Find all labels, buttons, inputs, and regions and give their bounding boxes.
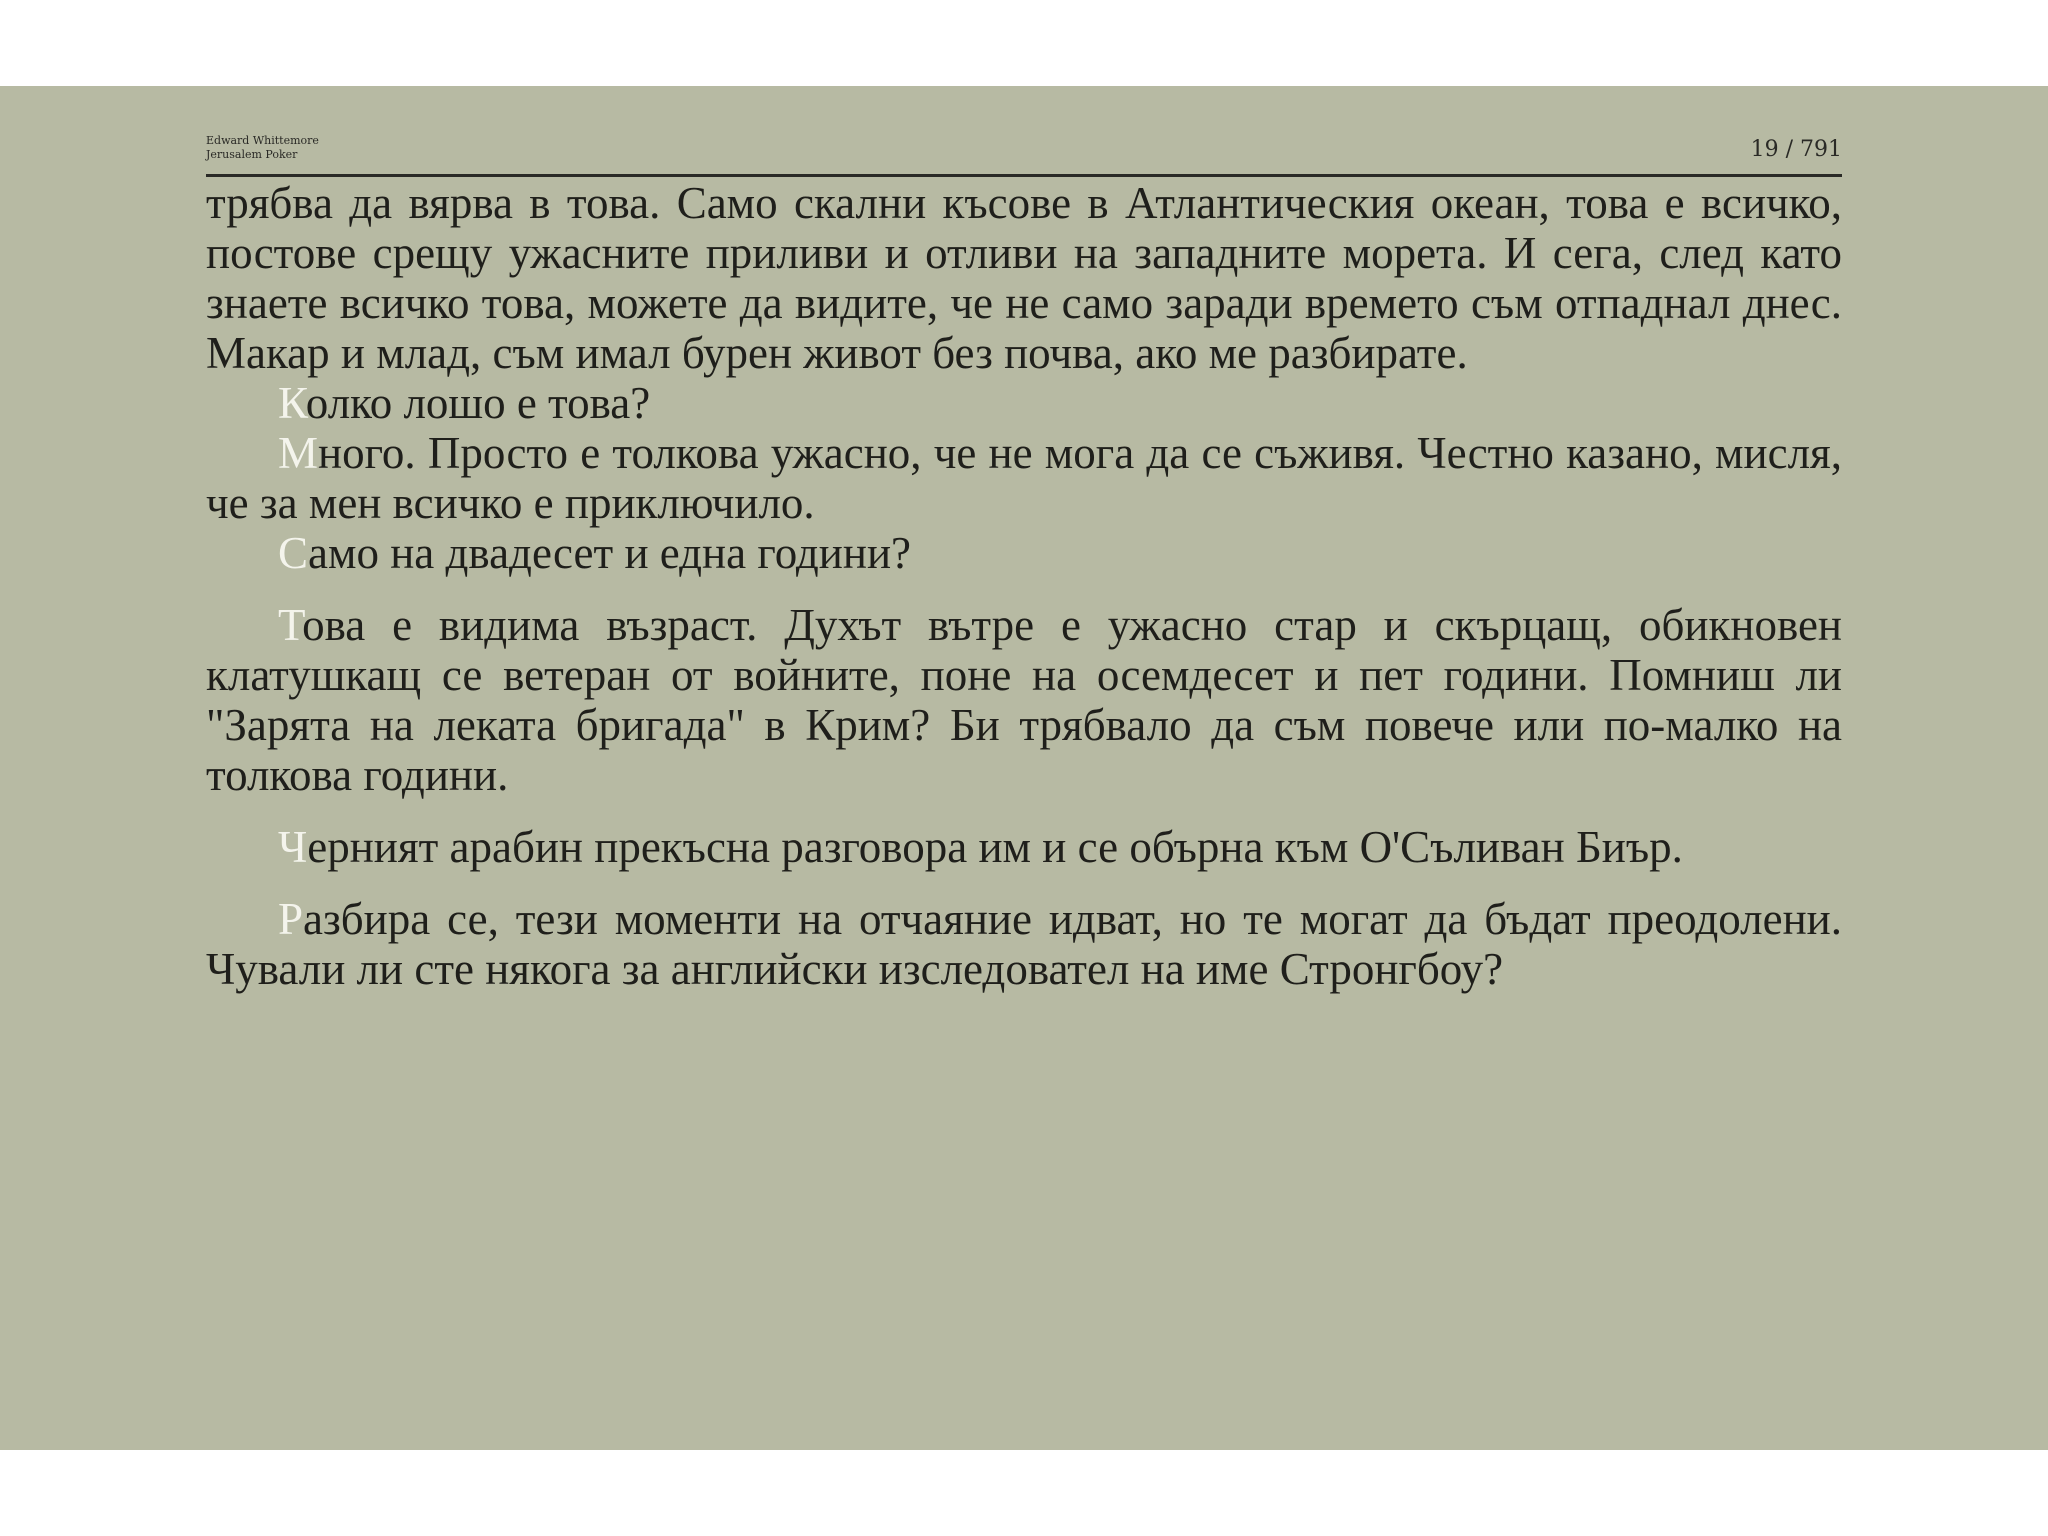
paragraph	[206, 378, 1842, 428]
paragraph	[206, 178, 1842, 378]
paragraph	[206, 894, 1842, 994]
paragraph	[206, 822, 1842, 872]
paragraph-text: ного. Просто е толкова ужасно, че не мога да се съживя. Честно казано, мисля, че за мен всичко е приключило.	[206, 428, 1842, 528]
paragraph-text: трябва да вярва в това. Само скални късове в Атлантическия океан, това е всичко, постове срещу ужасните приливи и отливи на западните морета. И сега, след като знаете всичко това, можете да видите, че не само заради времето съм отпаднал днес. Макар и млад, съм имал бурен живот без почва, ако ме разбирате.	[206, 178, 1842, 378]
paragraph-text: амо на двадесет и една години?	[308, 528, 912, 578]
drop-initial: Р	[278, 894, 304, 944]
drop-initial: С	[278, 528, 309, 578]
page-header	[206, 134, 1842, 177]
page-indicator: 19 / 791	[1750, 137, 1842, 162]
drop-initial: К	[278, 378, 306, 428]
paragraph-text: азбира се, тези моменти на отчаяние идват, но те могат да бъдат преодолени. Чували ли сте някога за английски изследовател на име Стронгбоу?	[206, 894, 1842, 994]
paragraph-text: олко лошо е това?	[305, 378, 651, 428]
paragraph	[206, 528, 1842, 578]
paragraph-text: ерният арабин прекъсна разговора им и се обърна към О'Съливан Биър.	[307, 822, 1683, 872]
book-title: Jerusalem Poker	[206, 148, 298, 161]
drop-initial: Т	[278, 600, 303, 650]
paragraph	[206, 600, 1842, 800]
paragraph-text: ова е видима възраст. Духът вътре е ужасно стар и скърцащ, обикновен клатушкащ се ветеран от войните, поне на осемдесет и пет години. Помниш ли "Зарята на леката бригада" в Крим? Би трябвало да съм повече или по-малко на толкова години.	[206, 600, 1842, 800]
book-text	[206, 178, 1842, 994]
drop-initial: М	[278, 428, 319, 478]
paragraph	[206, 428, 1842, 528]
drop-initial: Ч	[278, 822, 308, 872]
book-meta	[206, 134, 319, 162]
author-name: Edward Whittemore	[206, 134, 319, 147]
